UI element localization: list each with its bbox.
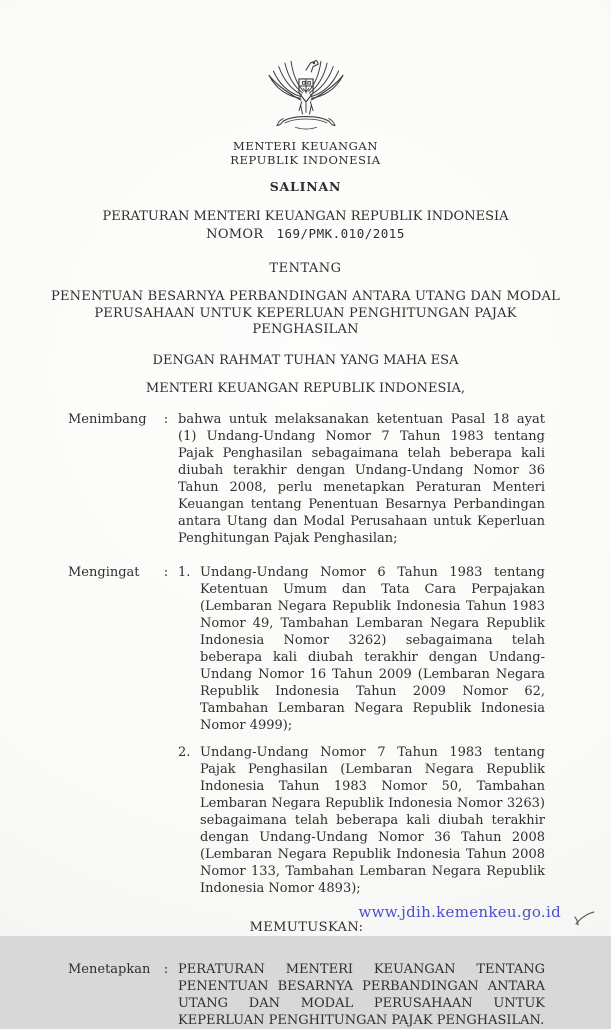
garuda-pancasila-emblem-icon bbox=[262, 52, 350, 134]
menimbang-text: bahwa untuk melaksanakan ketentuan Pasal 18 ayat (1) Undang-Undang Nomor 7 Tahun 1983 tentang Pajak Penghasilan sebagaimana telah beberapa kali diubah terakhir dengan Undang-Undang Nomor 36 Tahun 2008, perlu menetapkan Peraturan Menteri Keuangan tentang Penentuan Besarnya Perbandingan antara Utang dan Modal Perusahaan untuk Keperluan Penghitungan Pajak Penghasilan; bbox=[178, 411, 545, 546]
ministry-country: REPUBLIK INDONESIA bbox=[230, 153, 381, 167]
menetapkan-colon: : bbox=[163, 961, 169, 977]
menetapkan-text: PERATURAN MENTERI KEUANGAN TENTANG PENENTUAN BESARNYA PERBANDINGAN ANTARA UTANG DAN MODAL PERUSAHAAN UNTUK KEPERLUAN PENGHITUNGAN PAJAK PENGHASILAN. bbox=[178, 961, 545, 1028]
list-item bbox=[178, 564, 545, 734]
list-item bbox=[178, 744, 545, 897]
mengingat-list bbox=[178, 564, 545, 897]
jdih-footer-link[interactable]: www.jdih.kemenkeu.go.id bbox=[358, 903, 561, 921]
list-item-text: Undang-Undang Nomor 7 Tahun 1983 tentang Pajak Penghasilan (Lembaran Negara Republik Indonesia Tahun 1983 Nomor 50, Tambahan Lembaran Negara Republik Indonesia Nomor 3263) sebagaimana telah beberapa kali diubah terakhir dengan Undang-Undang Nomor 36 Tahun 2008 (Lembaran Negara Republik Indonesia Tahun 2008 Nomor 133, Tambahan Lembaran Negara Republik Indonesia Nomor 4893); bbox=[200, 744, 545, 896]
list-item-number: 2. bbox=[178, 744, 191, 760]
menimbang-clause bbox=[68, 411, 545, 547]
list-item-text: Undang-Undang Nomor 6 Tahun 1983 tentang Ketentuan Umum dan Tata Cara Perpajakan (Lembaran Negara Republik Indonesia Tahun 1983 Nomor 49, Tambahan Lembaran Negara Republik Indonesia Nomor 3262) sebagaimana telah beberapa kali diubah terakhir dengan Undang-Undang Nomor 16 Tahun 2009 (Lembaran Negara Republik Indonesia Tahun 2009 Nomor 62, Tambahan Lembaran Negara Republik Indonesia Nomor 4999); bbox=[200, 564, 545, 733]
regulation-subject: PENENTUAN BESARNYA PERBANDINGAN ANTARA UTANG DAN MODAL PERUSAHAAN UNTUK KEPERLUAN PENGHITUNGAN PAJAK PENGHASILAN bbox=[51, 289, 560, 337]
regulation-title: PERATURAN MENTERI KEUANGAN REPUBLIK INDONESIA bbox=[102, 209, 509, 224]
copy-label: SALINAN bbox=[269, 179, 342, 194]
mengingat-label: Mengingat bbox=[68, 564, 140, 580]
invocation-line: DENGAN RAHMAT TUHAN YANG MAHA ESA bbox=[152, 352, 459, 368]
clauses bbox=[68, 411, 545, 1029]
menimbang-colon: : bbox=[163, 411, 169, 427]
menetapkan-label: Menetapkan bbox=[68, 961, 151, 977]
memutuskan-heading: MEMUTUSKAN: bbox=[249, 919, 364, 935]
nomor-value: 169/PMK.010/2015 bbox=[276, 226, 405, 241]
menetapkan-clause bbox=[68, 961, 545, 1029]
tentang-label: TENTANG bbox=[269, 261, 342, 276]
list-item-number: 1. bbox=[178, 564, 191, 580]
nomor-label: NOMOR bbox=[206, 227, 264, 242]
letterhead bbox=[0, 0, 611, 194]
menimbang-label: Menimbang bbox=[68, 411, 147, 427]
handwritten-check-mark-icon bbox=[571, 906, 597, 928]
authority-line: MENTERI KEUANGAN REPUBLIK INDONESIA, bbox=[145, 380, 466, 396]
regulation-number-row bbox=[0, 226, 611, 242]
mengingat-clause bbox=[68, 564, 545, 897]
ministry-name: MENTERI KEUANGAN bbox=[233, 139, 378, 153]
mengingat-colon: : bbox=[163, 564, 169, 580]
regulation-title-block bbox=[0, 209, 611, 396]
